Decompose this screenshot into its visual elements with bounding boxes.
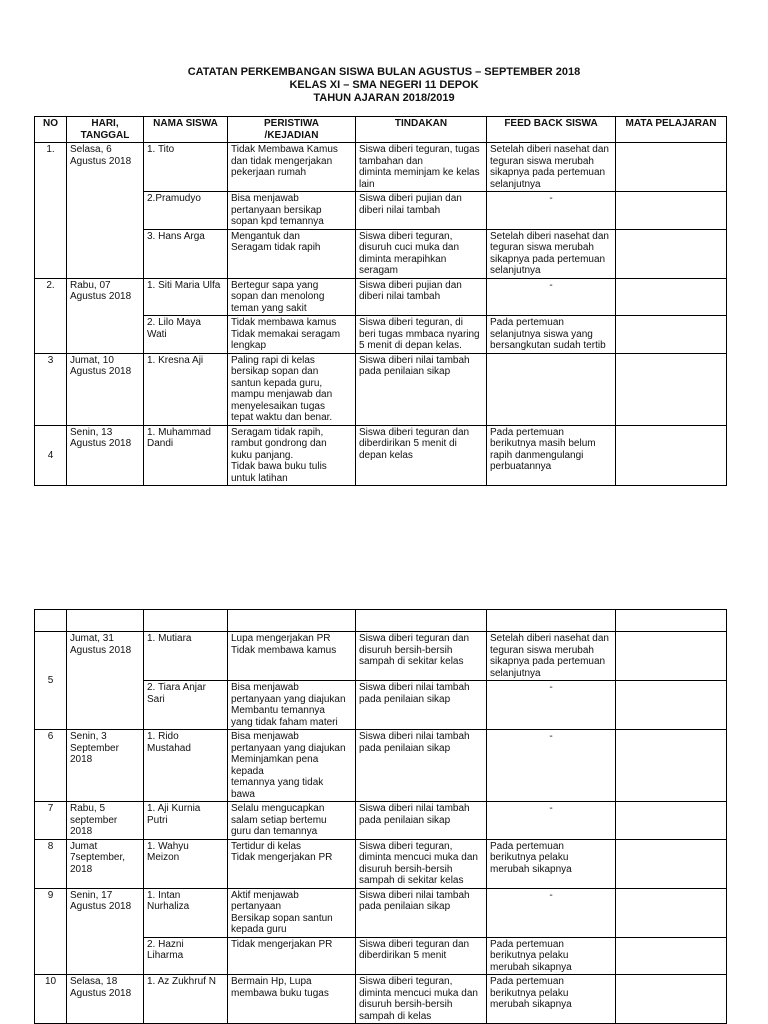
student-feedback: - <box>487 192 616 230</box>
header-date: HARI, TANGGAL <box>67 117 144 143</box>
action-taken: Siswa diberi pujian dan diberi nilai tambah <box>356 278 487 316</box>
action-taken: Siswa diberi teguran, diminta mencuci muka dan disuruh bersih-bersih sampah di sekitar kelas <box>356 839 487 888</box>
action-taken: Siswa diberi teguran, di beri tugas mmbaca nyaring 5 menit di depan kelas. <box>356 316 487 354</box>
row-number: 5 <box>35 632 67 730</box>
document-title-line-2: KELAS XI – SMA NEGERI 11 DEPOK <box>289 79 479 91</box>
action-taken: Siswa diberi teguran, tugas tambahan dan diminta meminjam ke kelas lain <box>356 143 487 192</box>
row-number: 6 <box>35 730 67 802</box>
student-name: 1. Wahyu Meizon <box>144 839 228 888</box>
event-description: Seragam tidak rapih, rambut gondrong dan kuku panjang. Tidak bawa buku tulis untuk latihan <box>228 425 356 486</box>
student-feedback: - <box>487 888 616 937</box>
subject-cell <box>616 143 727 192</box>
header-event: PERISTIWA /KEJADIAN <box>228 117 356 143</box>
document-title-line-1: CATATAN PERKEMBANGAN SISWA BULAN AGUSTUS – SEPTEMBER 2018 <box>187 66 581 78</box>
student-feedback: Pada pertemuan berikutnya pelaku merubah sikapnya <box>487 937 616 975</box>
subject-cell <box>616 937 727 975</box>
student-feedback: Pada pertemuan berikutnya pelaku merubah sikapnya <box>487 975 616 1024</box>
student-name: 1. Kresna Aji <box>144 353 228 425</box>
header-no: NO <box>35 117 67 143</box>
student-feedback: - <box>487 730 616 802</box>
table-row <box>35 802 727 840</box>
table-2-body <box>35 632 727 1024</box>
row-number: 7 <box>35 802 67 840</box>
student-name: 3. Hans Arga <box>144 229 228 278</box>
event-description: Selalu mengucapkan salam setiap bertemu guru dan temannya <box>228 802 356 840</box>
subject-cell <box>616 802 727 840</box>
student-name: 1. Az Zukhruf N <box>144 975 228 1024</box>
event-description: Tidak membawa kamus Tidak memakai seragam lengkap <box>228 316 356 354</box>
student-name: 1. Aji Kurnia Putri <box>144 802 228 840</box>
student-name: 1. Mutiara <box>144 632 228 681</box>
header-subject: MATA PELAJARAN <box>616 117 727 143</box>
student-name: 1. Siti Maria Ulfa <box>144 278 228 316</box>
subject-cell <box>616 632 727 681</box>
subject-cell <box>616 888 727 937</box>
table-row <box>35 278 727 316</box>
header-feedback: FEED BACK SISWA <box>487 117 616 143</box>
event-description: Bisa menjawab pertanyaan bersikap sopan kpd temannya <box>228 192 356 230</box>
student-feedback: Setelah diberi nasehat dan teguran siswa merubah sikapnya pada pertemuan selanjutnya <box>487 632 616 681</box>
event-description: Tidak mengerjakan PR <box>228 937 356 975</box>
action-taken: Siswa diberi nilai tambah pada penilaian sikap <box>356 802 487 840</box>
student-feedback: Setelah diberi nasehat dan teguran siswa merubah sikapnya pada pertemuan selanjutnya <box>487 229 616 278</box>
student-feedback: Pada pertemuan selanjutnya siswa yang bersangkutan sudah tertib <box>487 316 616 354</box>
action-taken: Siswa diberi nilai tambah pada penilaian sikap <box>356 730 487 802</box>
table-row <box>35 730 727 802</box>
row-date: Selasa, 18 Agustus 2018 <box>67 975 144 1024</box>
row-number: 8 <box>35 839 67 888</box>
event-description: Tertidur di kelas Tidak mengerjakan PR <box>228 839 356 888</box>
student-feedback: - <box>487 681 616 730</box>
row-date: Senin, 17 Agustus 2018 <box>67 888 144 975</box>
action-taken: Siswa diberi teguran, disuruh cuci muka dan diminta merapihkan seragam <box>356 229 487 278</box>
table-row <box>35 888 727 937</box>
subject-cell <box>616 316 727 354</box>
event-description: Bertegur sapa yang sopan dan menolong teman yang sakit <box>228 278 356 316</box>
subject-cell <box>616 353 727 425</box>
table-row <box>35 839 727 888</box>
student-name: 2. Hazni Liharma <box>144 937 228 975</box>
student-name: 2.Pramudyo <box>144 192 228 230</box>
student-feedback <box>487 353 616 425</box>
action-taken: Siswa diberi nilai tambah pada penilaian sikap <box>356 681 487 730</box>
header-action: TINDAKAN <box>356 117 487 143</box>
subject-cell <box>616 839 727 888</box>
subject-cell <box>616 229 727 278</box>
row-date: Rabu, 07 Agustus 2018 <box>67 278 144 353</box>
action-taken: Siswa diberi teguran dan diberdirikan 5 menit di depan kelas <box>356 425 487 486</box>
student-name: 1. Tito <box>144 143 228 192</box>
event-description: Bermain Hp, Lupa membawa buku tugas <box>228 975 356 1024</box>
table-row <box>35 975 727 1024</box>
action-taken: Siswa diberi teguran, diminta mencuci muka dan disuruh bersih-bersih sampah di kelas <box>356 975 487 1024</box>
student-feedback: Pada pertemuan berikutnya pelaku merubah sikapnya <box>487 839 616 888</box>
row-date: Selasa, 6 Agustus 2018 <box>67 143 144 279</box>
event-description: Bisa menjawab pertanyaan yang diajukan Meminjamkan pena kepada temannya yang tidak bawa <box>228 730 356 802</box>
student-name: 2. Lilo Maya Wati <box>144 316 228 354</box>
student-record-table-2 <box>34 609 727 1024</box>
event-description: Tidak Membawa Kamus dan tidak mengerjakan pekerjaan rumah <box>228 143 356 192</box>
action-taken: Siswa diberi pujian dan diberi nilai tambah <box>356 192 487 230</box>
row-date: Rabu, 5 september 2018 <box>67 802 144 840</box>
row-number: 9 <box>35 888 67 975</box>
row-date: Jumat, 31 Agustus 2018 <box>67 632 144 730</box>
table-1-body <box>35 143 727 486</box>
subject-cell <box>616 975 727 1024</box>
student-feedback: Setelah diberi nasehat dan teguran siswa merubah sikapnya pada pertemuan selanjutnya <box>487 143 616 192</box>
row-number: 1. <box>35 143 67 279</box>
action-taken: Siswa diberi nilai tambah pada penilaian sikap <box>356 353 487 425</box>
table-row <box>35 425 727 486</box>
action-taken: Siswa diberi nilai tambah pada penilaian sikap <box>356 888 487 937</box>
action-taken: Siswa diberi teguran dan diberdirikan 5 menit <box>356 937 487 975</box>
event-description: Lupa mengerjakan PR Tidak membawa kamus <box>228 632 356 681</box>
subject-cell <box>616 681 727 730</box>
row-date: Jumat, 10 Agustus 2018 <box>67 353 144 425</box>
subject-cell <box>616 278 727 316</box>
row-date: Senin, 13 Agustus 2018 <box>67 425 144 486</box>
student-record-table-1 <box>34 116 727 486</box>
subject-cell <box>616 425 727 486</box>
row-number: 3 <box>35 353 67 425</box>
event-description: Mengantuk dan Seragam tidak rapih <box>228 229 356 278</box>
table-row <box>35 143 727 192</box>
subject-cell <box>616 730 727 802</box>
table-row <box>35 632 727 681</box>
subject-cell <box>616 192 727 230</box>
table-row <box>35 353 727 425</box>
student-name: 1. Rido Mustahad <box>144 730 228 802</box>
header-student-name: NAMA SISWA <box>144 117 228 143</box>
event-description: Aktif menjawab pertanyaan Bersikap sopan santun kepada guru <box>228 888 356 937</box>
student-name: 1. Intan Nurhaliza <box>144 888 228 937</box>
student-name: 2. Tiara Anjar Sari <box>144 681 228 730</box>
student-feedback: - <box>487 802 616 840</box>
action-taken: Siswa diberi teguran dan disuruh bersih-bersih sampah di sekitar kelas <box>356 632 487 681</box>
row-number: 2. <box>35 278 67 353</box>
document-title-line-3: TAHUN AJARAN 2018/2019 <box>313 92 455 104</box>
student-feedback: - <box>487 278 616 316</box>
row-date: Jumat 7september, 2018 <box>67 839 144 888</box>
table-header-row <box>35 117 727 143</box>
event-description: Bisa menjawab pertanyaan yang diajukan Membantu temannya yang tidak faham materi <box>228 681 356 730</box>
empty-header-row <box>35 610 727 632</box>
row-number: 4 <box>35 425 67 486</box>
student-name: 1. Muhammad Dandi <box>144 425 228 486</box>
event-description: Paling rapi di kelas bersikap sopan dan santun kepada guru, mampu menjawab dan menyelesaikan tugas tepat waktu dan benar. <box>228 353 356 425</box>
row-number: 10 <box>35 975 67 1024</box>
row-date: Senin, 3 September 2018 <box>67 730 144 802</box>
student-feedback: Pada pertemuan berikutnya masih belum rapih danmengulangi perbuatannya <box>487 425 616 486</box>
